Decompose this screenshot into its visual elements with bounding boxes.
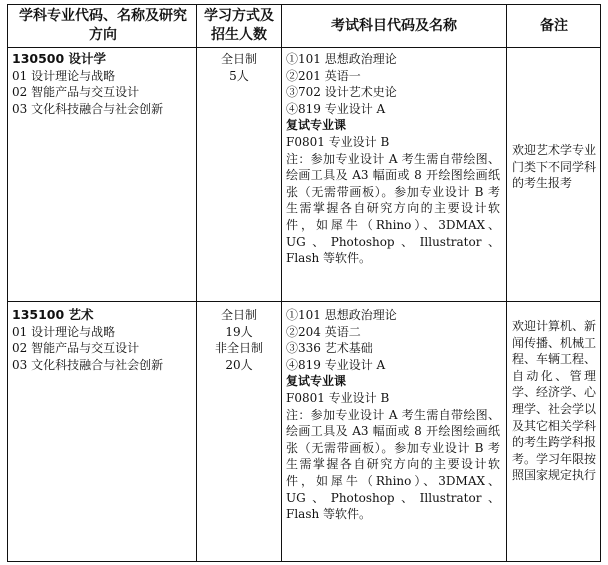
exam-item: ①101 思想政治理论 [286,52,397,66]
col-divider-2 [281,5,282,561]
admissions-table [7,4,601,562]
header-study-mode: 学习方式及招生人数 [204,8,274,43]
direction-item: 03 文化科技融合与社会创新 [12,357,164,372]
exam-item: ④819 专业设计 A [286,101,386,116]
exam-item: ③336 艺术基础 [286,341,373,356]
direction-item: 03 文化科技融合与社会创新 [12,101,164,116]
retest-title: 复试专业课 [286,118,347,133]
exam-item: ②204 英语二 [286,324,361,339]
header-exam-subjects: 考试科目代码及名称 [331,17,457,34]
direction-item: 02 智能产品与交互设计 [12,341,140,356]
study-mode: 全日制 [220,52,257,66]
exam-item: ①101 思想政治理论 [286,308,397,322]
row2-study-mode [198,307,280,373]
major-code-name: 130500 设计学 [12,51,107,66]
exam-item: ②201 英语一 [286,68,361,83]
row1-study-mode [198,51,280,84]
retest-notes: 注：参加专业设计 A 考生需自带绘图、绘画工具及 A3 幅面或 8 开绘图绘画纸张（无需带画板）。参加专业设计 B 考生需掌握各自研究方向的主要设计软件，如犀牛（Rhino）、3DMAX、UG、Photoshop、Illustrator、Flash 等软件。 [286,151,500,266]
col-divider-1 [196,5,197,561]
row2-exams [286,307,500,523]
study-mode: 全日制 [220,308,257,322]
row1-exams [286,51,500,267]
study-mode: 非全日制 [214,341,263,356]
direction-item: 02 智能产品与交互设计 [12,85,140,100]
enrollment-count: 19人 [225,324,253,339]
exam-item: ③702 设计艺术史论 [286,85,397,100]
major-code-name: 135100 艺术 [12,307,94,322]
retest-notes: 注：参加专业设计 A 考生需自带绘图、绘画工具及 A3 幅面或 8 开绘图绘画纸张（无需带画板）。参加专业设计 B 考生需掌握各自研究方向的主要设计软件，如犀牛（Rhino）、3DMAX、UG、Photoshop、Illustrator、Flash 等软件。 [286,407,500,522]
row1-major [12,51,194,117]
header-major: 学科专业代码、名称及研究方向 [19,8,187,43]
col-divider-3 [506,5,507,561]
row2-major [12,307,194,373]
retest-item: F0801 专业设计 B [286,390,390,405]
enrollment-count: 20人 [225,357,253,372]
enrollment-count: 5人 [229,68,249,83]
header-remarks: 备注 [540,17,568,34]
header-divider [8,47,600,48]
retest-title: 复试专业课 [286,374,347,389]
row2-remark: 欢迎计算机、新闻传播、机械工程、车辆工程、自动化、管理学、经济学、心理学、社会学以及其它相关学科的考生跨学科报考。学习年限按照国家规定执行 [512,319,597,483]
direction-item: 01 设计理论与战略 [12,324,116,339]
retest-item: F0801 专业设计 B [286,134,390,149]
direction-item: 01 设计理论与战略 [12,68,116,83]
row-divider [8,301,600,302]
row1-remark: 欢迎艺术学专业门类下不同学科的考生报考 [512,143,597,191]
exam-item: ④819 专业设计 A [286,357,386,372]
